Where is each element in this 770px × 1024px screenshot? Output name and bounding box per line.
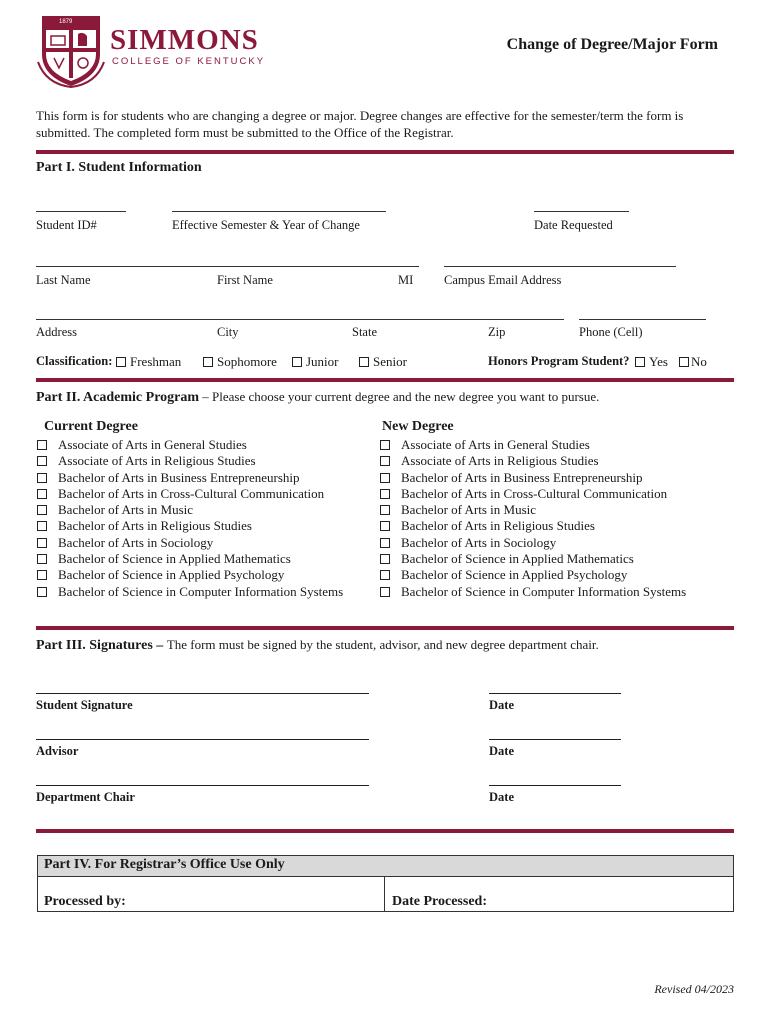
advisor-date-label: Date: [489, 744, 514, 758]
new-degree-list: [380, 437, 686, 600]
checkbox[interactable]: [380, 570, 390, 580]
section-divider: [36, 150, 734, 154]
degree-label: Bachelor of Arts in Sociology: [401, 534, 557, 550]
degree-label: Bachelor of Science in Applied Mathematics: [58, 551, 291, 567]
chair-date-label: Date: [489, 790, 514, 804]
freshman-option[interactable]: [116, 354, 181, 370]
logo-name: SIMMONS: [110, 24, 259, 56]
section-divider: [36, 378, 734, 382]
mi-label: MI: [398, 273, 414, 287]
junior-option[interactable]: [292, 354, 339, 370]
degree-label: Bachelor of Arts in Religious Studies: [401, 518, 595, 534]
degree-label: Bachelor of Arts in Business Entrepreneurship: [401, 469, 643, 485]
city-label: City: [217, 325, 239, 339]
new-degree-option[interactable]: [380, 486, 686, 502]
degree-label: Bachelor of Arts in Religious Studies: [58, 518, 252, 534]
checkbox[interactable]: [37, 538, 47, 548]
honors-yes-option[interactable]: [635, 354, 668, 370]
current-degree-option[interactable]: [37, 567, 343, 583]
degree-label: Bachelor of Science in Applied Mathematics: [401, 551, 634, 567]
senior-label: Senior: [373, 354, 407, 369]
intro-text: This form is for students who are changing a degree or major. Degree changes are effective for the semester/term the form is submitted. The completed form must be submitted to the Office of the Registrar.: [36, 108, 684, 140]
zip-label: Zip: [488, 325, 506, 339]
college-logo: [36, 14, 266, 88]
degree-label: Bachelor of Science in Applied Psychology: [58, 567, 285, 583]
new-degree-option[interactable]: [380, 470, 686, 486]
degree-label: Associate of Arts in Religious Studies: [401, 453, 599, 469]
degree-label: Bachelor of Arts in Sociology: [58, 534, 214, 550]
current-degree-option[interactable]: [37, 502, 343, 518]
revision-date: Revised 04/2023: [654, 982, 734, 996]
current-degree-option[interactable]: [37, 551, 343, 567]
current-degree-option[interactable]: [37, 453, 343, 469]
new-degree-title: New Degree: [382, 419, 454, 434]
registrar-table-header: [38, 856, 733, 877]
honors-label: Honors Program Student?: [488, 354, 630, 368]
degree-label: Bachelor of Arts in Music: [401, 502, 537, 518]
degree-label: Bachelor of Arts in Music: [58, 502, 194, 518]
date-requested-field[interactable]: [534, 211, 629, 212]
last-name-label: Last Name: [36, 273, 91, 287]
logo-subtitle: COLLEGE OF KENTUCKY: [112, 56, 266, 67]
date-requested-label: Date Requested: [534, 218, 613, 232]
part1-heading: Part I. Student Information: [36, 160, 202, 175]
freshman-checkbox[interactable]: [116, 357, 126, 367]
part2-heading-row: [36, 388, 599, 406]
senior-checkbox[interactable]: [359, 357, 369, 367]
current-degree-title: Current Degree: [44, 419, 138, 434]
checkbox[interactable]: [37, 554, 47, 564]
student-id-label: Student ID#: [36, 218, 97, 232]
checkbox[interactable]: [37, 505, 47, 515]
new-degree-option[interactable]: [380, 518, 686, 534]
checkbox[interactable]: [380, 554, 390, 564]
address-label: Address: [36, 325, 77, 339]
checkbox[interactable]: [380, 489, 390, 499]
student-date-line[interactable]: [489, 693, 621, 694]
new-degree-option[interactable]: [380, 535, 686, 551]
campus-email-field[interactable]: [444, 266, 676, 267]
new-degree-option[interactable]: [380, 453, 686, 469]
checkbox[interactable]: [37, 587, 47, 597]
date-processed-label: Date Processed:: [392, 894, 487, 909]
address-field[interactable]: [36, 319, 564, 320]
student-signature-line[interactable]: [36, 693, 369, 694]
part2-subheading: – Please choose your current degree and the new degree you want to pursue.: [199, 389, 600, 404]
sophomore-checkbox[interactable]: [203, 357, 213, 367]
checkbox[interactable]: [380, 587, 390, 597]
chair-signature-line[interactable]: [36, 785, 369, 786]
chair-date-line[interactable]: [489, 785, 621, 786]
honors-yes-checkbox[interactable]: [635, 357, 645, 367]
degree-label: Bachelor of Arts in Business Entrepreneurship: [58, 469, 300, 485]
current-degree-option[interactable]: [37, 584, 343, 600]
checkbox[interactable]: [37, 489, 47, 499]
processed-by-cell[interactable]: [38, 876, 384, 911]
student-signature-label: Student Signature: [36, 698, 133, 712]
checkbox[interactable]: [37, 570, 47, 580]
advisor-date-line[interactable]: [489, 739, 621, 740]
department-chair-label: Department Chair: [36, 790, 135, 804]
advisor-label: Advisor: [36, 744, 79, 758]
checkbox[interactable]: [380, 505, 390, 515]
honors-yes-label: Yes: [649, 354, 668, 369]
current-degree-option[interactable]: [37, 470, 343, 486]
degree-label: Bachelor of Arts in Cross-Cultural Communication: [401, 485, 668, 501]
new-degree-option[interactable]: [380, 584, 686, 600]
checkbox[interactable]: [380, 521, 390, 531]
degree-label: Bachelor of Science in Applied Psychology: [401, 567, 628, 583]
honors-no-label: No: [691, 354, 707, 369]
part4-heading: Part IV. For Registrar’s Office Use Only: [44, 857, 285, 872]
current-degree-list: [37, 437, 343, 600]
degree-label: Associate of Arts in Religious Studies: [58, 453, 256, 469]
checkbox[interactable]: [37, 456, 47, 466]
processed-by-label: Processed by:: [44, 894, 126, 909]
senior-option[interactable]: [359, 354, 407, 370]
freshman-label: Freshman: [130, 354, 182, 369]
checkbox[interactable]: [37, 440, 47, 450]
state-label: State: [352, 325, 377, 339]
effective-semester-label: Effective Semester & Year of Change: [172, 218, 360, 232]
student-date-label: Date: [489, 698, 514, 712]
part3-subheading: The form must be signed by the student, advisor, and new degree department chair.: [166, 637, 599, 652]
part2-heading: Part II. Academic Program: [36, 390, 200, 405]
campus-email-label: Campus Email Address: [444, 273, 562, 287]
new-degree-option[interactable]: [380, 437, 686, 453]
registrar-table: [37, 855, 734, 912]
honors-no-option[interactable]: [679, 354, 707, 370]
checkbox[interactable]: [380, 538, 390, 548]
section-divider: [36, 829, 734, 833]
degree-label: Bachelor of Science in Computer Information Systems: [401, 583, 687, 599]
student-id-field[interactable]: [36, 211, 126, 212]
phone-field[interactable]: [579, 319, 706, 320]
current-degree-option[interactable]: [37, 518, 343, 534]
degree-label: Associate of Arts in General Studies: [58, 437, 247, 452]
new-degree-option[interactable]: [380, 551, 686, 567]
classification-row: [36, 354, 736, 370]
crest-icon: [36, 14, 106, 88]
phone-label: Phone (Cell): [579, 325, 643, 339]
degree-label: Bachelor of Arts in Cross-Cultural Communication: [58, 485, 325, 501]
degree-label: Bachelor of Science in Computer Information Systems: [58, 583, 344, 599]
current-degree-option[interactable]: [37, 535, 343, 551]
degree-label: Associate of Arts in General Studies: [401, 437, 590, 452]
effective-semester-field[interactable]: [172, 211, 386, 212]
date-processed-cell[interactable]: [385, 876, 733, 911]
checkbox[interactable]: [380, 473, 390, 483]
checkbox[interactable]: [380, 456, 390, 466]
classification-label: Classification:: [36, 354, 113, 368]
first-name-label: First Name: [217, 273, 273, 287]
new-degree-option[interactable]: [380, 567, 686, 583]
current-degree-option[interactable]: [37, 486, 343, 502]
new-degree-option[interactable]: [380, 502, 686, 518]
logo-year: 1879: [59, 19, 73, 25]
current-degree-option[interactable]: [37, 437, 343, 453]
advisor-signature-line[interactable]: [36, 739, 369, 740]
form-title: Change of Degree/Major Form: [506, 36, 718, 53]
junior-checkbox[interactable]: [292, 357, 302, 367]
sophomore-label: Sophomore: [217, 354, 277, 369]
name-field[interactable]: [36, 266, 419, 267]
part3-heading-row: [36, 636, 599, 654]
part3-heading: Part III. Signatures –: [36, 638, 167, 653]
checkbox[interactable]: [37, 473, 47, 483]
junior-label: Junior: [306, 354, 339, 369]
honors-no-checkbox[interactable]: [679, 357, 689, 367]
sophomore-option[interactable]: [203, 354, 277, 370]
checkbox[interactable]: [380, 440, 390, 450]
checkbox[interactable]: [37, 521, 47, 531]
section-divider: [36, 626, 734, 630]
